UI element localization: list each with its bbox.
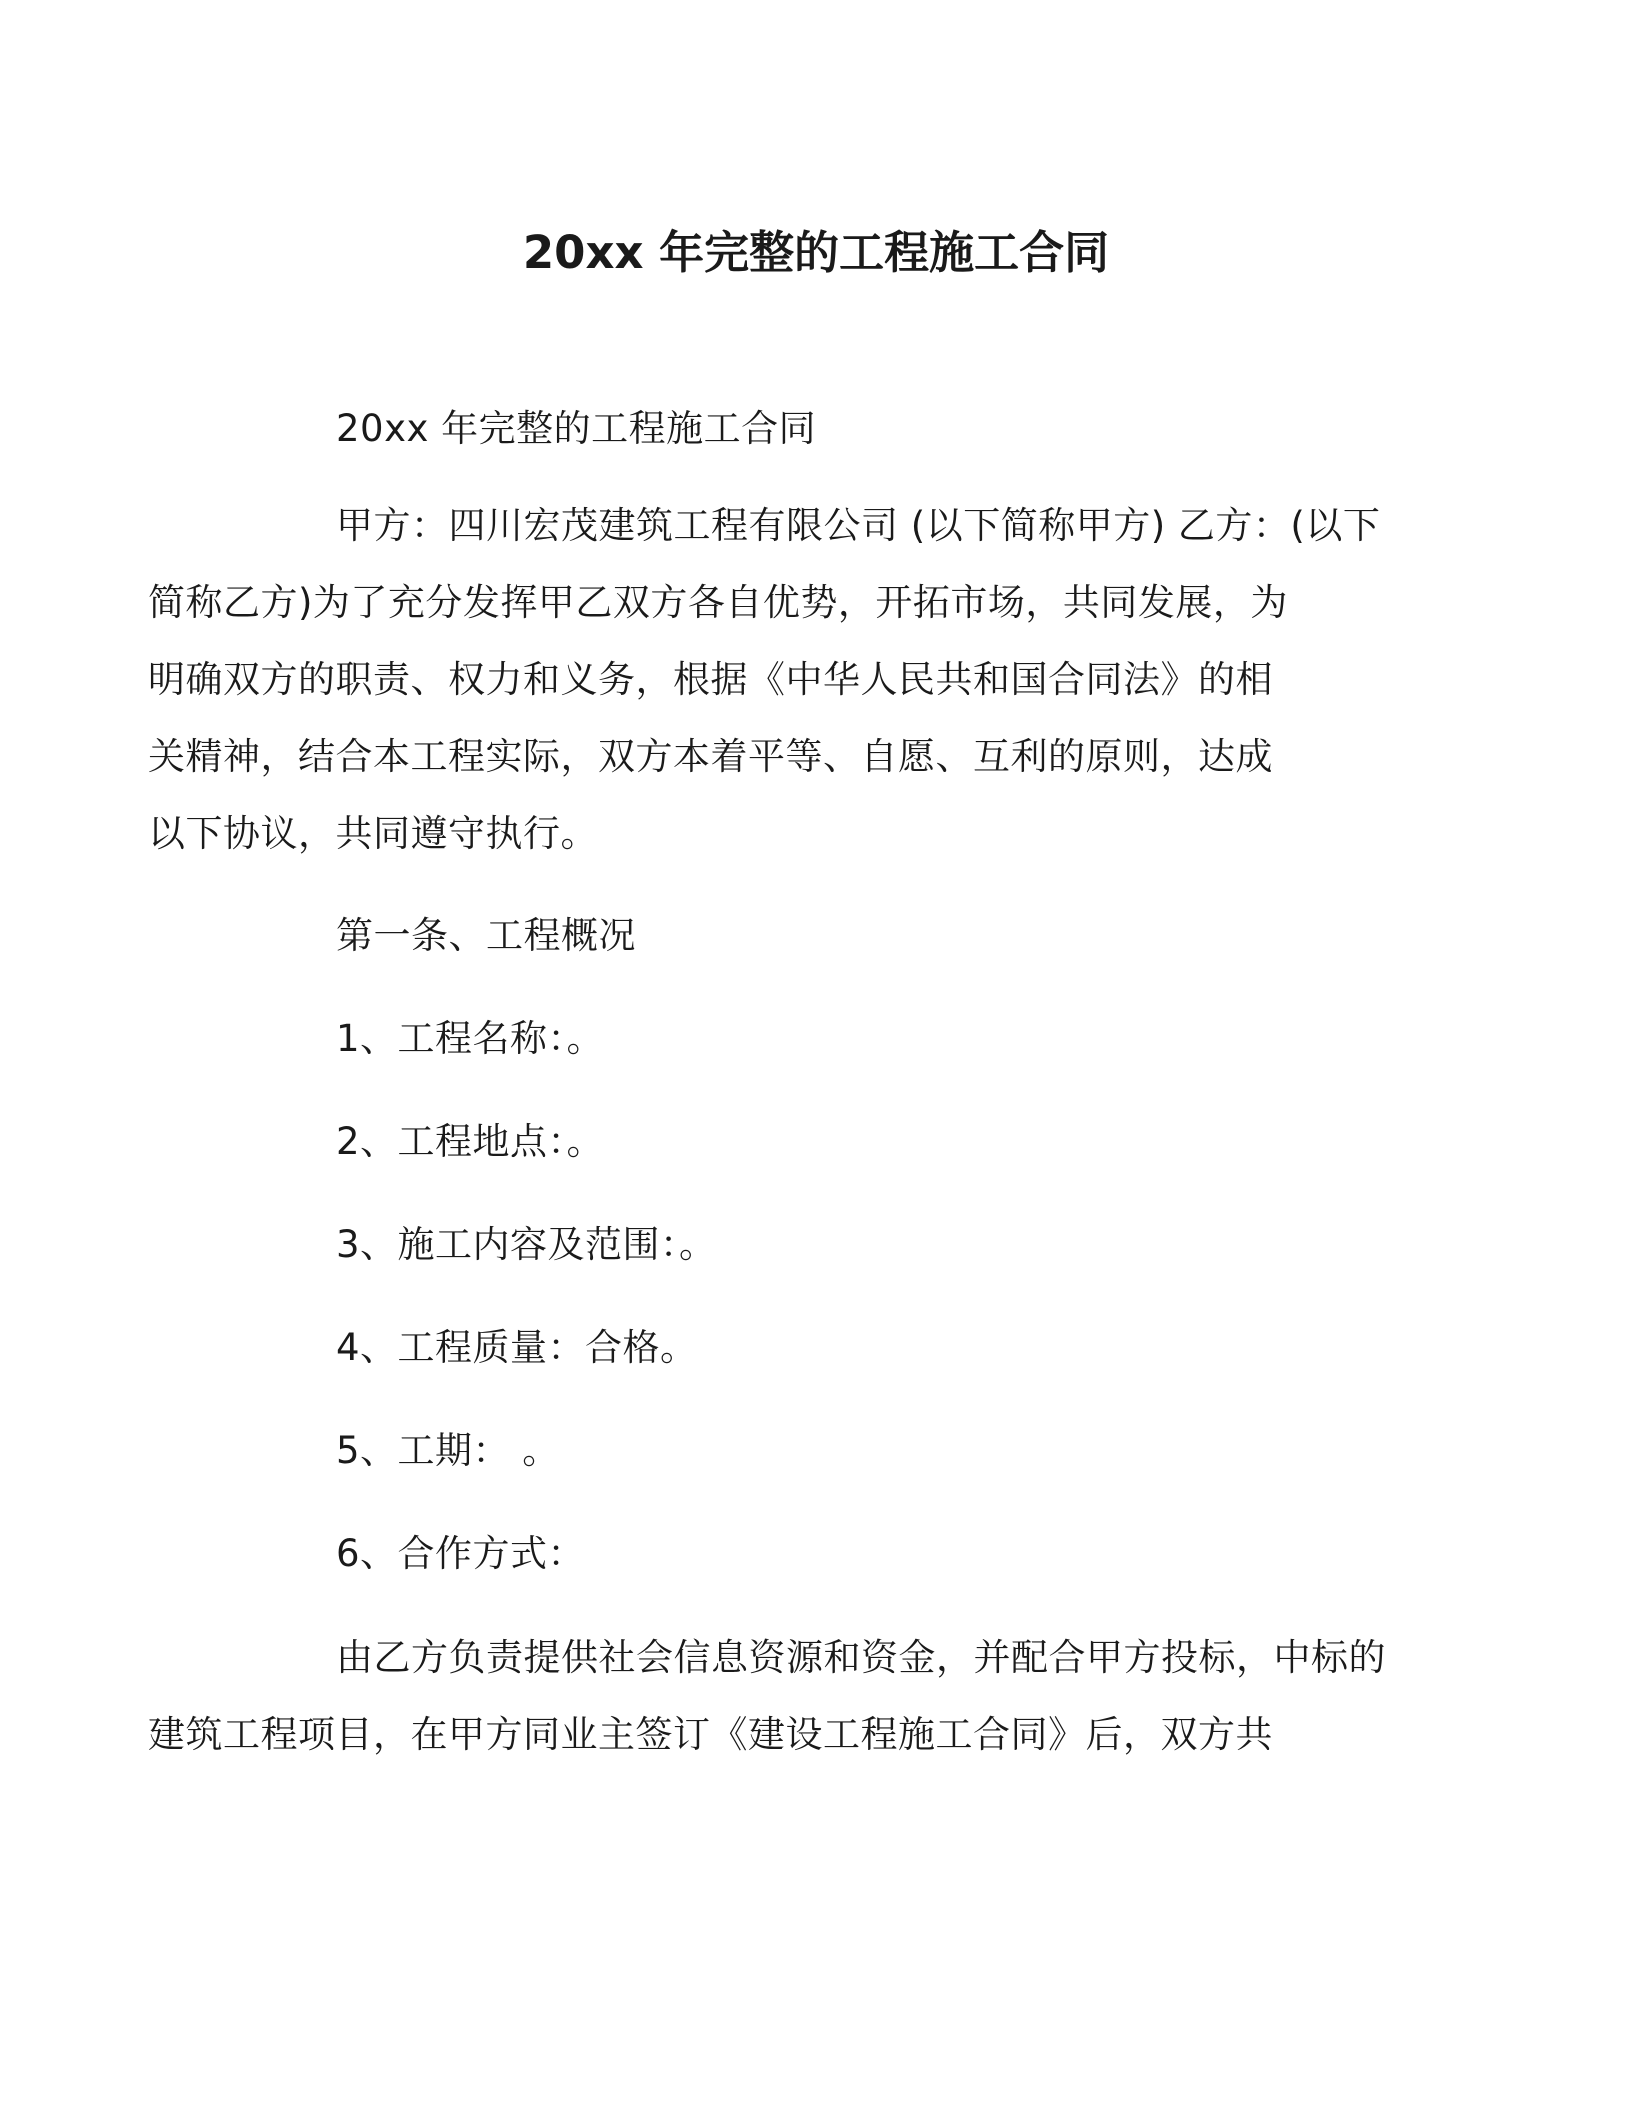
cooperation-line: 建筑工程项目，在甲方同业主签订《建设工程施工合同》后，双方共	[148, 1713, 1273, 1756]
list-item: 4、工程质量：合格。	[336, 1326, 698, 1369]
cooperation-line: 由乙方负责提供社会信息资源和资金，并配合甲方投标，中标的	[336, 1636, 1386, 1679]
intro-line: 明确双方的职责、权力和义务，根据《中华人民共和国合同法》的相	[148, 658, 1273, 701]
cooperation-paragraph	[148, 1619, 1386, 1773]
list-item: 5、工期： 。	[336, 1429, 560, 1472]
list-item: 1、工程名称：。	[336, 1017, 605, 1060]
list-item: 2、工程地点：。	[336, 1120, 605, 1163]
intro-line: 关精神，结合本工程实际，双方本着平等、自愿、互利的原则，达成	[148, 735, 1273, 778]
intro-line: 简称乙方)为了充分发挥甲乙双方各自优势，开拓市场，共同发展，为	[148, 581, 1288, 624]
document-subtitle: 20xx 年完整的工程施工合同	[336, 407, 817, 450]
article-heading: 第一条、工程概况	[336, 914, 636, 957]
intro-line: 甲方：四川宏茂建筑工程有限公司 (以下简称甲方) 乙方：(以下	[336, 504, 1381, 547]
intro-paragraph	[148, 487, 1381, 872]
list-item: 3、施工内容及范围：。	[336, 1223, 717, 1266]
intro-line: 以下协议，共同遵守执行。	[148, 812, 598, 855]
document-title: 20xx 年完整的工程施工合同	[522, 226, 1110, 279]
list-item: 6、合作方式：	[336, 1532, 586, 1575]
